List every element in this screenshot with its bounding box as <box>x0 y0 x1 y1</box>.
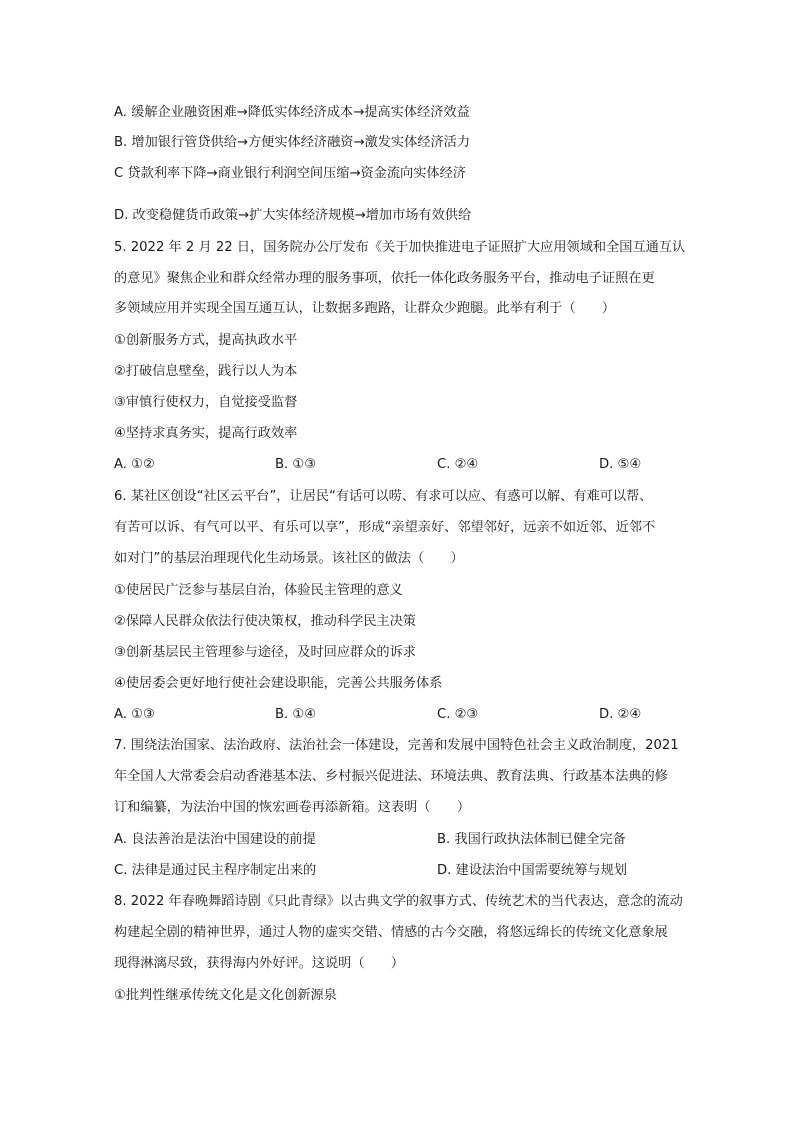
q8-stem-line-3: 现得淋漓尽致，获得海内外好评。这说明（ ） <box>114 956 405 971</box>
q5-stem-line-1: 5. 2022 年 2 月 22 日，国务院办公厅发布《关于加快推进电子证照扩大应用领域和全国互通互认 <box>114 240 686 255</box>
q6-option-d: D. ②④ <box>599 707 642 722</box>
q6-option-b: B. ①④ <box>275 707 317 722</box>
q6-stem-line-1: 6. 某社区创设“社区云平台”，让居民“有话可以唠、有求可以应、有惑可以解、有难可以帮、 <box>114 489 653 504</box>
q4-option-b: B. 增加银行管贷供给→方便实体经济融资→激发实体经济活力 <box>114 135 471 150</box>
q6-statement-4: ④使居委会更好地行使社会建设职能，完善公共服务体系 <box>114 676 443 691</box>
q8-statement-1: ①批判性继承传统文化是文化创新源泉 <box>114 988 337 1003</box>
q4-option-d: D. 改变稳健货币政策→扩大实体经济规模→增加市场有效供给 <box>114 208 472 223</box>
q5-option-d: D. ⑤④ <box>599 457 642 472</box>
q6-statement-1: ①使居民广泛参与基层自治，体验民主管理的意义 <box>114 583 403 598</box>
q7-option-d: D. 建设法治中国需要统筹与规划 <box>437 863 627 878</box>
q7-stem-line-2: 年全国人大常委会启动香港基本法、乡村振兴促进法、环境法典、教育法典、行政基本法典的修 <box>114 769 668 784</box>
q7-stem-line-3: 订和编纂，为法治中国的恢宏画卷再添新箱。这表明（ ） <box>114 800 471 815</box>
q6-option-c: C. ②③ <box>437 707 479 722</box>
q5-statement-1: ①创新服务方式，提高执政水平 <box>114 333 298 348</box>
q7-option-c: C. 法律是通过民主程序制定出来的 <box>114 863 317 878</box>
q5-statement-3: ③审慎行使权力，自觉接受监督 <box>114 395 298 410</box>
q5-option-a: A. ①② <box>114 457 155 472</box>
q5-stem-line-2: 的意见》聚焦企业和群众经常办理的服务事项，依托一体化政务服务平台，推动电子证照在更 <box>114 271 655 286</box>
q6-option-a: A. ①③ <box>114 707 155 722</box>
q4-option-a: A. 缓解企业融资困难→降低实体经济成本→提高实体经济效益 <box>114 105 470 120</box>
q8-stem-line-1: 8. 2022 年春晚舞蹈诗剧《只此青绿》以古典文学的叙事方式、传统艺术的当代表达，意念的流动 <box>114 894 683 909</box>
q6-stem-line-3: 如对门”的基层治理现代化生动场景。该社区的做法（ ） <box>114 551 464 566</box>
q5-option-c: C. ②④ <box>437 457 479 472</box>
q4-option-c: C 贷款利率下降→商业银行利润空间压缩→资金流向实体经济 <box>114 166 466 181</box>
q6-stem-line-2: 有苦可以诉、有气可以平、有乐可以享”，形成“亲望亲好、邻望邻好，远亲不如近邻、近邻不 <box>114 520 656 535</box>
q5-statement-4: ④坚持求真务实，提高行政效率 <box>114 426 298 441</box>
q7-option-a: A. 良法善治是法治中国建设的前提 <box>114 832 316 847</box>
q6-statement-3: ③创新基层民主管理参与途径，及时回应群众的诉求 <box>114 645 416 660</box>
q5-option-b: B. ①③ <box>275 457 317 472</box>
q5-stem-line-3: 多领域应用并实现全国互通互认，让数据多跑路，让群众少跑腿。此举有利于（ ） <box>114 301 616 316</box>
q6-statement-2: ②保障人民群众依法行使决策权，推动科学民主决策 <box>114 614 416 629</box>
q7-option-b: B. 我国行政执法体制已健全完备 <box>437 832 626 847</box>
q5-statement-2: ②打破信息壁垒，践行以人为本 <box>114 364 298 379</box>
q8-stem-line-2: 构建起全剧的精神世界，通过人物的虚实交错、情感的古今交融，将悠远绵长的传统文化意象展 <box>114 925 668 940</box>
q7-stem-line-1: 7. 围绕法治国家、法治政府、法治社会一体建设，完善和发展中国特色社会主义政治制度，2021 <box>114 738 679 753</box>
